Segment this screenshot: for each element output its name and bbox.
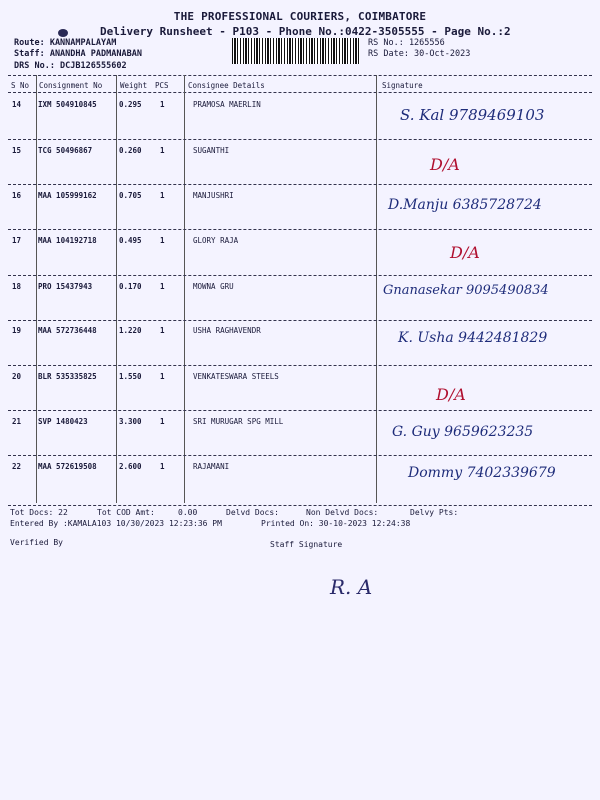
row-handwritten-signature: Dommy 7402339679	[408, 465, 556, 481]
row-consignee-name: MOWNA GRU	[193, 282, 234, 291]
delivered-docs: Delvd Docs:	[226, 508, 279, 517]
barcode-icon	[232, 38, 360, 64]
printed-on: Printed On: 30-10-2023 12:24:38	[261, 519, 411, 528]
row-handwritten-signature: Gnanasekar 9095490834	[383, 283, 549, 298]
table-header-rule	[8, 92, 592, 93]
rs-date-label: RS Date: 30-Oct-2023	[368, 49, 471, 59]
row-pcs: 1	[160, 236, 165, 245]
entered-by: Entered By :KAMALA103 10/30/2023 12:23:36 PM	[10, 519, 222, 528]
row-separator	[8, 320, 592, 321]
row-sno: 18	[12, 282, 22, 291]
row-pcs: 1	[160, 100, 165, 109]
row-consignment-no: MAA 572736448	[38, 326, 97, 335]
row-weight: 0.295	[119, 100, 142, 109]
document-subtitle: Delivery Runsheet - P103 - Phone No.:0422-3505555 - Page No.:2	[100, 25, 511, 38]
table-row	[0, 233, 600, 273]
total-cod-label: Tot COD Amt:	[97, 508, 155, 517]
row-separator	[8, 410, 592, 411]
delivery-points: Delvy Pts:	[410, 508, 459, 517]
row-handwritten-signature: S. Kal 9789469103	[400, 106, 545, 124]
table-row	[0, 279, 600, 319]
row-handwritten-signature: G. Guy 9659623235	[392, 424, 534, 440]
row-pcs: 1	[160, 191, 165, 200]
non-delivered-docs: Non Delvd Docs:	[306, 508, 379, 517]
row-weight: 0.260	[119, 146, 142, 155]
table-row	[0, 459, 600, 499]
row-handwritten-signature: K. Usha 9442481829	[398, 330, 548, 346]
row-weight: 0.170	[119, 282, 142, 291]
row-separator	[8, 275, 592, 276]
row-weight: 0.705	[119, 191, 142, 200]
row-pcs: 1	[160, 372, 165, 381]
row-handwritten-signature: D/A	[450, 243, 480, 262]
col-header-pcs: PCS	[155, 81, 169, 90]
staff-handwritten-signature: R. A	[330, 575, 373, 599]
row-handwritten-signature: D/A	[436, 385, 466, 404]
row-sno: 22	[12, 462, 22, 471]
table-bottom-rule	[8, 505, 592, 506]
staff-label: Staff: ANANDHA PADMANABAN	[14, 49, 142, 59]
col-header-weight: Weight	[120, 81, 148, 90]
row-consignment-no: SVP 1480423	[38, 417, 88, 426]
row-sno: 19	[12, 326, 22, 335]
row-consignment-no: TCG 50496867	[38, 146, 93, 155]
row-handwritten-signature: D/A	[430, 155, 460, 174]
row-separator	[8, 184, 592, 185]
row-pcs: 1	[160, 462, 165, 471]
row-consignee-name: SUGANTHI	[193, 146, 230, 155]
row-handwritten-signature: D.Manju 6385728724	[388, 197, 542, 213]
table-top-rule	[8, 75, 592, 76]
row-sno: 14	[12, 100, 22, 109]
total-cod-value: 0.00	[178, 508, 198, 517]
document-title: THE PROFESSIONAL COURIERS, COIMBATORE	[173, 10, 427, 23]
row-consignee-name: PRAMOSA MAERLIN	[193, 100, 261, 109]
row-separator	[8, 365, 592, 366]
staff-signature-label: Staff Signature	[270, 540, 343, 549]
verified-by-label: Verified By	[10, 538, 63, 547]
row-consignment-no: MAA 572619508	[38, 462, 97, 471]
row-pcs: 1	[160, 282, 165, 291]
row-weight: 2.600	[119, 462, 142, 471]
row-consignment-no: BLR 535335825	[38, 372, 97, 381]
table-row	[0, 414, 600, 454]
row-consignment-no: MAA 104192718	[38, 236, 97, 245]
row-consignee-name: USHA RAGHAVENDR	[193, 326, 261, 335]
drs-label: DRS No.: DCJB126555602	[14, 61, 127, 71]
row-sno: 21	[12, 417, 22, 426]
row-weight: 0.495	[119, 236, 142, 245]
row-separator	[8, 229, 592, 230]
row-consignee-name: VENKATESWARA STEELS	[193, 372, 279, 381]
row-pcs: 1	[160, 417, 165, 426]
row-sno: 17	[12, 236, 22, 245]
row-weight: 1.220	[119, 326, 142, 335]
row-consignment-no: MAA 105999162	[38, 191, 97, 200]
row-separator	[8, 139, 592, 140]
row-consignee-name: RAJAMANI	[193, 462, 230, 471]
row-sno: 20	[12, 372, 22, 381]
table-row	[0, 323, 600, 363]
row-sno: 15	[12, 146, 22, 155]
route-label: Route: KANNAMPALAYAM	[14, 38, 117, 48]
row-pcs: 1	[160, 146, 165, 155]
col-header-sno: S No	[11, 81, 30, 90]
row-weight: 1.550	[119, 372, 142, 381]
row-consignment-no: IXM 504910845	[38, 100, 97, 109]
row-consignment-no: PRO 15437943	[38, 282, 93, 291]
row-weight: 3.300	[119, 417, 142, 426]
row-consignee-name: GLORY RAJA	[193, 236, 239, 245]
rs-no-label: RS No.: 1265556	[368, 38, 445, 48]
stamp-mark-icon	[58, 29, 68, 37]
row-sno: 16	[12, 191, 22, 200]
table-row	[0, 369, 600, 409]
table-row	[0, 188, 600, 228]
col-header-consignment: Consignment No	[39, 81, 103, 90]
col-header-consignee: Consignee Details	[188, 81, 265, 90]
col-header-signature: Signature	[382, 81, 423, 90]
row-consignee-name: SRI MURUGAR SPG MILL	[193, 417, 284, 426]
table-row	[0, 97, 600, 137]
row-separator	[8, 455, 592, 456]
row-consignee-name: MANJUSHRI	[193, 191, 234, 200]
total-docs: Tot Docs: 22	[10, 508, 68, 517]
table-row	[0, 143, 600, 183]
row-pcs: 1	[160, 326, 165, 335]
